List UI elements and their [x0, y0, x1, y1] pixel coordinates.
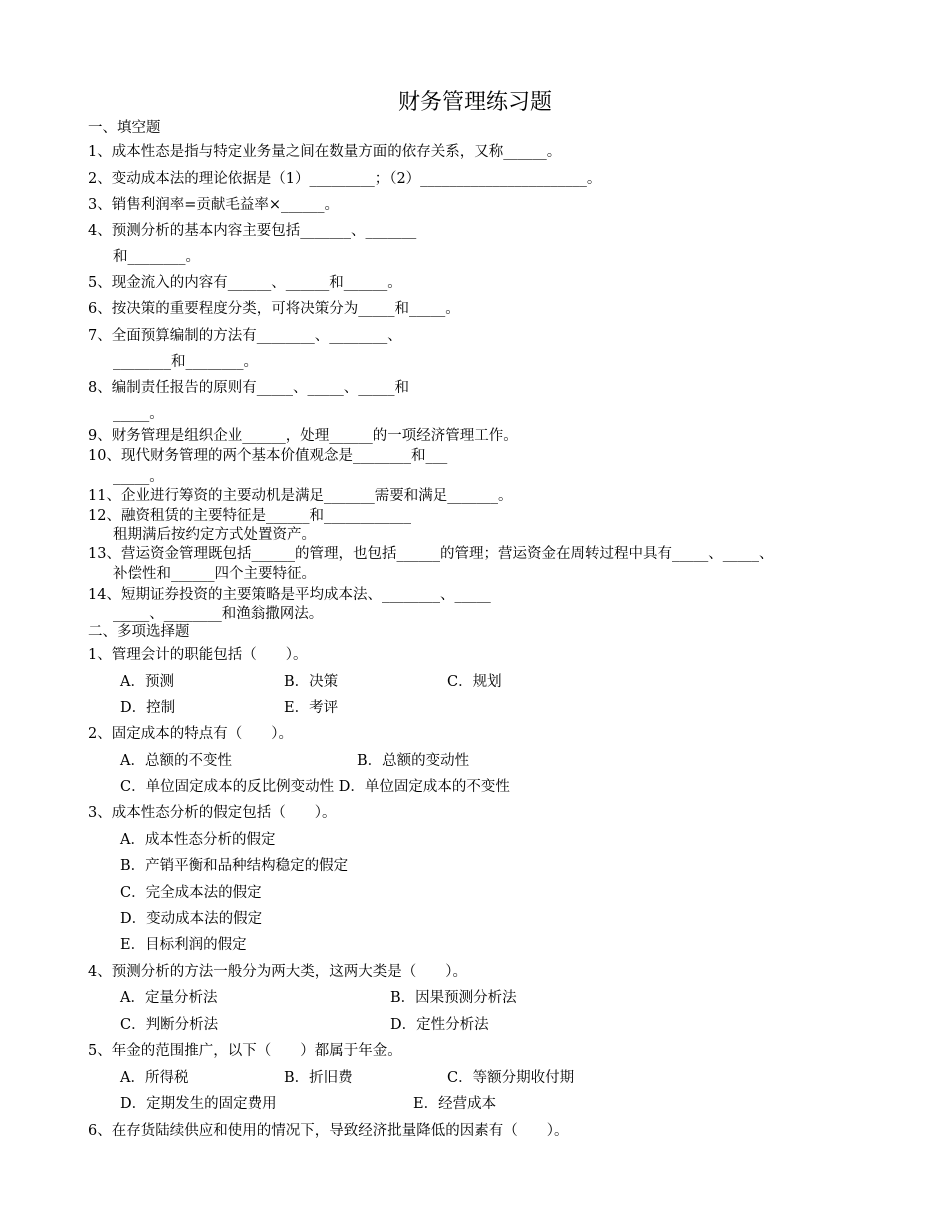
text-line: _____。 [113, 469, 164, 485]
text-line: 11、企业进行筹资的主要动机是满足_______需要和满足_______。 [88, 488, 513, 504]
text-line: B．因果预测分析法 [390, 990, 517, 1006]
text-line: 补偿性和______四个主要特征。 [113, 566, 316, 582]
text-line: 14、短期证券投资的主要策略是平均成本法、________、_____ [88, 587, 491, 603]
text-line: 一、填空题 [88, 120, 161, 136]
text-line: 6、在存货陆续供应和使用的情况下，导致经济批量降低的因素有（ ）。 [88, 1123, 569, 1139]
text-line: 7、全面预算编制的方法有________、________、 [88, 328, 402, 344]
text-line: B．折旧费 [284, 1070, 353, 1086]
text-line: 3、销售利润率=贡献毛益率×______。 [88, 197, 340, 213]
text-line: 4、预测分析的基本内容主要包括_______、_______ [88, 223, 417, 239]
text-line: 9、财务管理是组织企业______，处理______的一项经济管理工作。 [88, 428, 518, 444]
text-line: 10、现代财务管理的两个基本价值观念是________和___ [88, 448, 448, 464]
text-line: 1、管理会计的职能包括（ ）。 [88, 647, 308, 663]
text-line: E．考评 [284, 700, 339, 716]
text-line: 8、编制责任报告的原则有_____、_____、_____和 [88, 380, 409, 396]
text-line: B．决策 [284, 674, 339, 690]
text-line: D．定期发生的固定费用 [120, 1096, 277, 1112]
page-title: 财务管理练习题 [397, 90, 552, 115]
text-line: E．经营成本 [413, 1096, 497, 1112]
text-line: C．规划 [447, 674, 502, 690]
text-line: E．目标利润的假定 [120, 937, 247, 953]
text-line: C．单位固定成本的反比例变动性 D．单位固定成本的不变性 [120, 779, 510, 795]
text-line: 2、变动成本法的理论依据是（1）_________；（2）_______________________。 [88, 171, 602, 187]
text-line: C．完全成本法的假定 [120, 885, 262, 901]
text-line: 1、成本性态是指与特定业务量之间在数量方面的依存关系，又称______。 [88, 144, 562, 160]
text-line: ________和________。 [113, 354, 258, 370]
text-line: 4、预测分析的方法一般分为两大类，这两大类是（ ）。 [88, 964, 467, 980]
text-line: 5、年金的范围推广，以下（ ）都属于年金。 [88, 1043, 402, 1059]
text-line: A．预测 [120, 674, 174, 690]
text-line: D．定性分析法 [390, 1017, 489, 1033]
text-line: A．成本性态分析的假定 [120, 832, 276, 848]
text-line: 二、多项选择题 [88, 624, 190, 640]
text-line: 13、营运资金管理既包括______的管理，也包括______的管理；营运资金在周转过程中具有_____、_____、 [88, 546, 774, 562]
text-line: A．总额的不变性 [120, 753, 232, 769]
text-line: 3、成本性态分析的假定包括（ ）。 [88, 805, 337, 821]
text-line: 5、现金流入的内容有______、______和______。 [88, 275, 402, 291]
text-line: A．所得税 [120, 1070, 189, 1086]
text-line: 和________。 [113, 249, 200, 265]
text-line: A．定量分析法 [120, 990, 218, 1006]
text-line: D．变动成本法的假定 [120, 911, 263, 927]
text-line: 2、固定成本的特点有（ ）。 [88, 726, 293, 742]
text-line: D．控制 [120, 700, 176, 716]
text-line: 6、按决策的重要程度分类，可将决策分为_____和_____。 [88, 301, 460, 317]
text-line: 租期满后按约定方式处置资产。 [113, 527, 316, 543]
text-line: C．判断分析法 [120, 1017, 219, 1033]
text-line: B．产销平衡和品种结构稳定的假定 [120, 858, 349, 874]
text-line: B．总额的变动性 [357, 753, 470, 769]
text-line: _____。 [113, 406, 164, 422]
text-line: C．等额分期收付期 [447, 1070, 575, 1086]
text-line: 12、融资租赁的主要特征是______和____________ [88, 508, 411, 524]
text-line: _____、________和渔翁撒网法。 [113, 606, 324, 622]
